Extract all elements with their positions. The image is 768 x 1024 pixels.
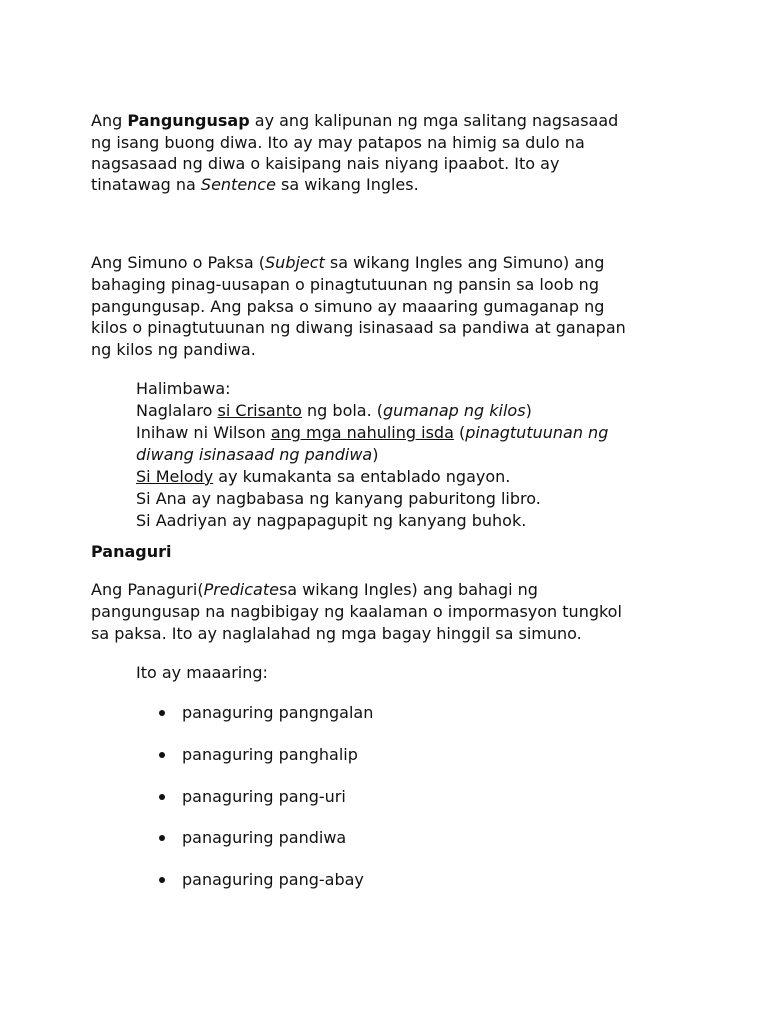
list-item-text: panaguring pang-uri xyxy=(182,787,346,806)
example-line xyxy=(136,466,510,487)
example-line: Si Aadriyan ay nagpapagupit ng kanyang buhok. xyxy=(136,511,527,530)
text-line: ng kilos ng pandiwa. xyxy=(91,340,256,359)
text-line: kilos o pinagtutuunan ng diwang isinasaad sa pandiwa at ganapan xyxy=(91,318,626,337)
italic-term: Predicate xyxy=(203,580,279,599)
text-line: bahaging pinag-uusapan o pinagtutuunan ng pansin sa loob ng xyxy=(91,275,599,294)
italic-note: gumanap ng kilos xyxy=(383,401,526,420)
text: Naglalaro xyxy=(136,401,218,420)
underlined-subject: si Crisanto xyxy=(217,401,302,420)
text: tinatawag na xyxy=(91,175,201,194)
example-line xyxy=(136,400,532,421)
bullet-icon xyxy=(159,877,165,883)
italic-term: Subject xyxy=(265,253,325,272)
bullet-icon xyxy=(159,794,165,800)
text-line: nagsasaad ng diwa o kaisipang nais niyang ipaabot. Ito ay xyxy=(91,154,560,173)
text: Ang xyxy=(91,111,128,130)
text-line xyxy=(91,252,604,273)
list-item-text: panaguring panghalip xyxy=(182,745,358,764)
text: Ang Simuno o Paksa ( xyxy=(91,253,266,272)
text-line: ng isang buong diwa. Ito ay may patapos na himig sa dulo na xyxy=(91,133,585,152)
list-item-text: panaguring pangngalan xyxy=(182,703,374,722)
section-heading-panaguri: Panaguri xyxy=(91,542,172,561)
text: sa wikang Ingles. xyxy=(275,175,419,194)
text: ng bola. ( xyxy=(301,401,384,420)
text: ) xyxy=(525,401,532,420)
text-line: pangungusap na nagbibigay ng kaalaman o impormasyon tungkol xyxy=(91,602,622,621)
text: ay kumakanta sa entablado ngayon. xyxy=(213,467,511,486)
list-item-text: panaguring pang-abay xyxy=(182,870,364,889)
italic-note: pinagtutuunan ng xyxy=(465,423,609,442)
underlined-subject: ang mga nahuling isda xyxy=(270,423,454,442)
text: Ang Panaguri( xyxy=(91,580,204,599)
list-intro: Ito ay maaaring: xyxy=(136,663,268,682)
text: ( xyxy=(453,423,466,442)
example-line: Si Ana ay nagbabasa ng kanyang paburitong libro. xyxy=(136,489,541,508)
text-line: sa paksa. Ito ay naglalahad ng mga bagay hinggil sa simuno. xyxy=(91,624,582,643)
text: ay ang kalipunan ng mga salitang nagsasaad xyxy=(249,111,619,130)
text-line: pangungusap. Ang paksa o simuno ay maaaring gumaganap ng xyxy=(91,297,605,316)
italic-term: Sentence xyxy=(200,175,276,194)
text: sa wikang Ingles) ang bahagi ng xyxy=(278,580,538,599)
text: ) xyxy=(372,445,379,464)
text-line xyxy=(91,110,618,131)
italic-note: diwang isinasaad ng pandiwa xyxy=(136,445,373,464)
list-item-text: panaguring pandiwa xyxy=(182,828,347,847)
text: sa wikang Ingles ang Simuno) ang xyxy=(324,253,605,272)
bullet-icon xyxy=(159,752,165,758)
text: Inihaw ni Wilson xyxy=(136,423,271,442)
bullet-icon xyxy=(159,835,165,841)
text-line xyxy=(91,579,538,600)
text-line xyxy=(91,174,419,195)
example-line xyxy=(136,444,378,465)
bullet-icon xyxy=(159,710,165,716)
example-line xyxy=(136,422,608,443)
examples-heading: Halimbawa: xyxy=(136,379,231,398)
underlined-subject: Si Melody xyxy=(136,467,214,486)
bold-term: Pangungusap xyxy=(127,111,250,130)
